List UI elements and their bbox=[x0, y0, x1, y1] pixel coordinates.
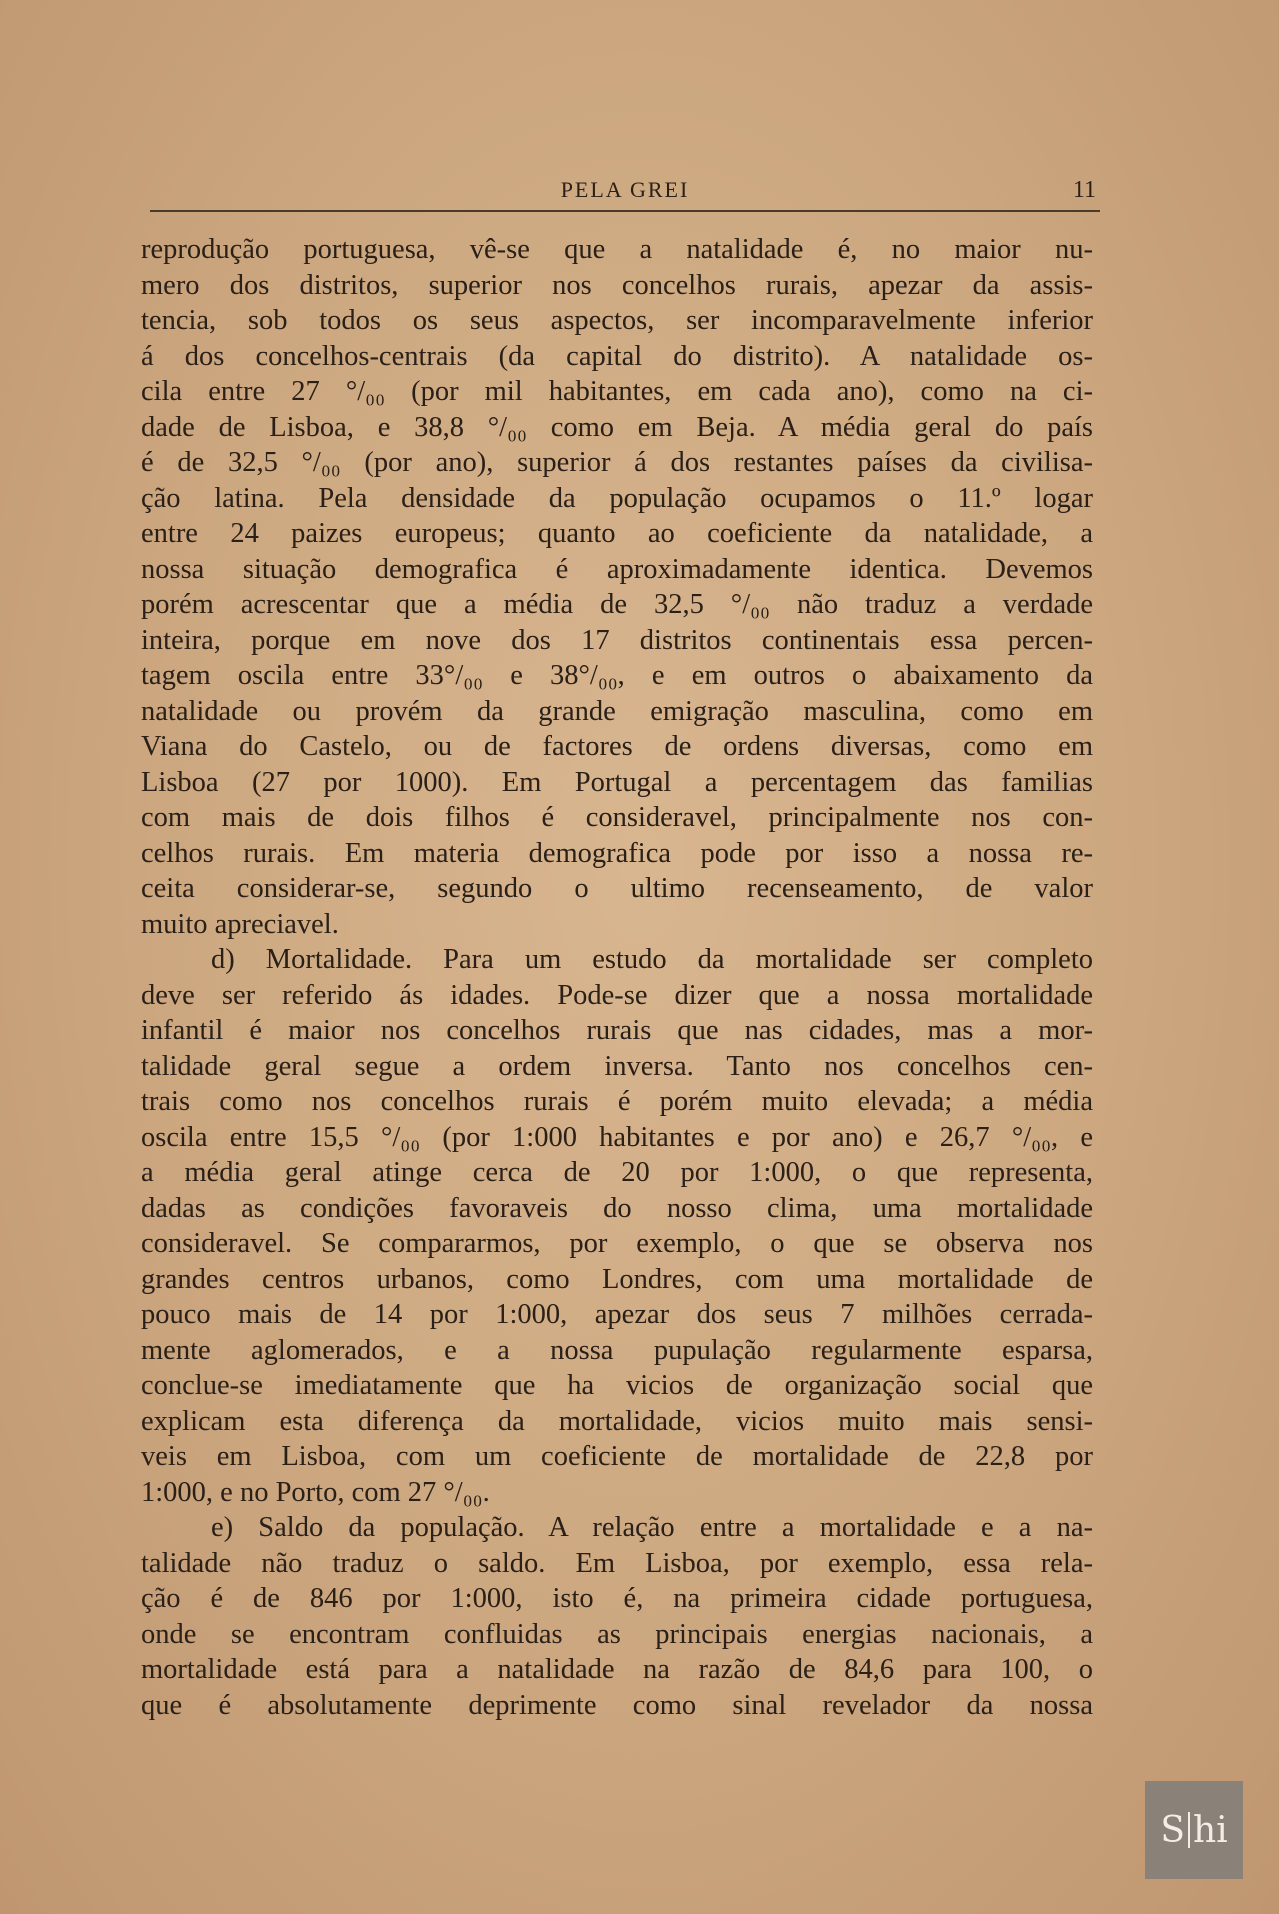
text-line: 1:000, e no Porto, com 27 °/₀₀. bbox=[141, 1476, 490, 1508]
text-line: mortalidade está para a natalidade na razão de 84,6 para 100, o bbox=[141, 1654, 1093, 1685]
text-line: porém acrescentar que a média de 32,5 °/₀₀ não traduz a verdade bbox=[141, 589, 1093, 620]
text-line: reprodução portuguesa, vê-se que a natalidade é, no maior nu- bbox=[141, 234, 1093, 265]
logo-letters-hi: hi bbox=[1192, 1809, 1228, 1851]
text-line: talidade não traduz o saldo. Em Lisboa, por exemplo, essa rela- bbox=[141, 1547, 1093, 1579]
text-line: explicam esta diferença da mortalidade, vicios muito mais sensi- bbox=[141, 1405, 1093, 1437]
text-line: nossa situação demografica é aproximadamente identica. Devemos bbox=[141, 553, 1093, 585]
text-line: ção latina. Pela densidade da população ocupamos o 11.º logar bbox=[141, 482, 1093, 514]
logo-letter-s: S bbox=[1160, 1809, 1185, 1851]
running-title: PELA GREI bbox=[560, 177, 690, 202]
text-line: consideravel. Se compararmos, por exemplo, o que se observa nos bbox=[141, 1228, 1093, 1259]
text-line: veis em Lisboa, com um coeficiente de mortalidade de 22,8 por bbox=[141, 1441, 1093, 1472]
text-line: ção é de 846 por 1:000, isto é, na primeira cidade portuguesa, bbox=[141, 1583, 1093, 1614]
text-line: é de 32,5 °/₀₀ (por ano), superior á dos restantes países da civilisa- bbox=[141, 447, 1093, 478]
text-line: cila entre 27 °/₀₀ (por mil habitantes, em cada ano), como na ci- bbox=[141, 376, 1093, 407]
text-line: dade de Lisboa, e 38,8 °/₀₀ como em Beja. A média geral do país bbox=[141, 411, 1093, 443]
text-line: inteira, porque em nove dos 17 distritos continentais essa percen- bbox=[141, 624, 1093, 656]
text-line: infantil é maior nos concelhos rurais que nas cidades, mas a mor- bbox=[141, 1015, 1093, 1046]
text-line: á dos concelhos-centrais (da capital do distrito). A natalidade os- bbox=[141, 340, 1093, 372]
text-line: grandes centros urbanos, como Londres, com uma mortalidade de bbox=[141, 1263, 1093, 1295]
logo-separator bbox=[1188, 1812, 1190, 1848]
body-text bbox=[141, 232, 1093, 1723]
text-line: tencia, sob todos os seus aspectos, ser incomparavelmente inferior bbox=[141, 305, 1093, 336]
text-line: celhos rurais. Em materia demografica pode por isso a nossa re- bbox=[141, 837, 1093, 869]
text-line: dadas as condições favoraveis do nosso clima, uma mortalidade bbox=[141, 1192, 1093, 1224]
text-line: oscila entre 15,5 °/₀₀ (por 1:000 habitantes e por ano) e 26,7 °/₀₀, e bbox=[141, 1121, 1093, 1153]
text-line: mente aglomerados, e a nossa pupulação regularmente esparsa, bbox=[141, 1334, 1093, 1366]
text-line: d) Mortalidade. Para um estudo da mortalidade ser completo bbox=[211, 944, 1093, 975]
text-line: trais como nos concelhos rurais é porém muito elevada; a média bbox=[141, 1086, 1093, 1117]
text-line: pouco mais de 14 por 1:000, apezar dos seus 7 milhões cerrada- bbox=[141, 1299, 1093, 1330]
text-line: Viana do Castelo, ou de factores de ordens diversas, como em bbox=[141, 731, 1093, 762]
text-line: Lisboa (27 por 1000). Em Portugal a percentagem das familias bbox=[141, 766, 1093, 798]
text-line: conclue-se imediatamente que ha vicios de organização social que bbox=[141, 1370, 1093, 1401]
running-header bbox=[150, 177, 1100, 213]
library-logo bbox=[1145, 1781, 1243, 1879]
text-line: que é absolutamente deprimente como sinal revelador da nossa bbox=[141, 1689, 1093, 1721]
text-line: muito apreciavel. bbox=[141, 908, 339, 940]
text-line: onde se encontram confluidas as principais energias nacionais, a bbox=[141, 1618, 1093, 1650]
text-line: entre 24 paizes europeus; quanto ao coeficiente da natalidade, a bbox=[141, 518, 1093, 549]
text-line: ceita considerar-se, segundo o ultimo recenseamento, de valor bbox=[141, 873, 1093, 904]
text-line: a média geral atinge cerca de 20 por 1:000, o que representa, bbox=[141, 1157, 1093, 1188]
text-line: talidade geral segue a ordem inversa. Tanto nos concelhos cen- bbox=[141, 1050, 1093, 1082]
page-number: 11 bbox=[1072, 177, 1096, 203]
text-line: deve ser referido ás idades. Pode-se dizer que a nossa mortalidade bbox=[141, 979, 1093, 1011]
text-line: mero dos distritos, superior nos concelhos rurais, apezar da assis- bbox=[141, 269, 1093, 301]
text-line: tagem oscila entre 33°/₀₀ e 38°/₀₀, e em outros o abaixamento da bbox=[141, 660, 1093, 691]
text-line: e) Saldo da população. A relação entre a mortalidade e a na- bbox=[211, 1512, 1093, 1543]
text-line: com mais de dois filhos é consideravel, principalmente nos con- bbox=[141, 802, 1093, 833]
header-rule bbox=[150, 210, 1100, 212]
text-line: natalidade ou provém da grande emigração masculina, como em bbox=[141, 695, 1093, 727]
